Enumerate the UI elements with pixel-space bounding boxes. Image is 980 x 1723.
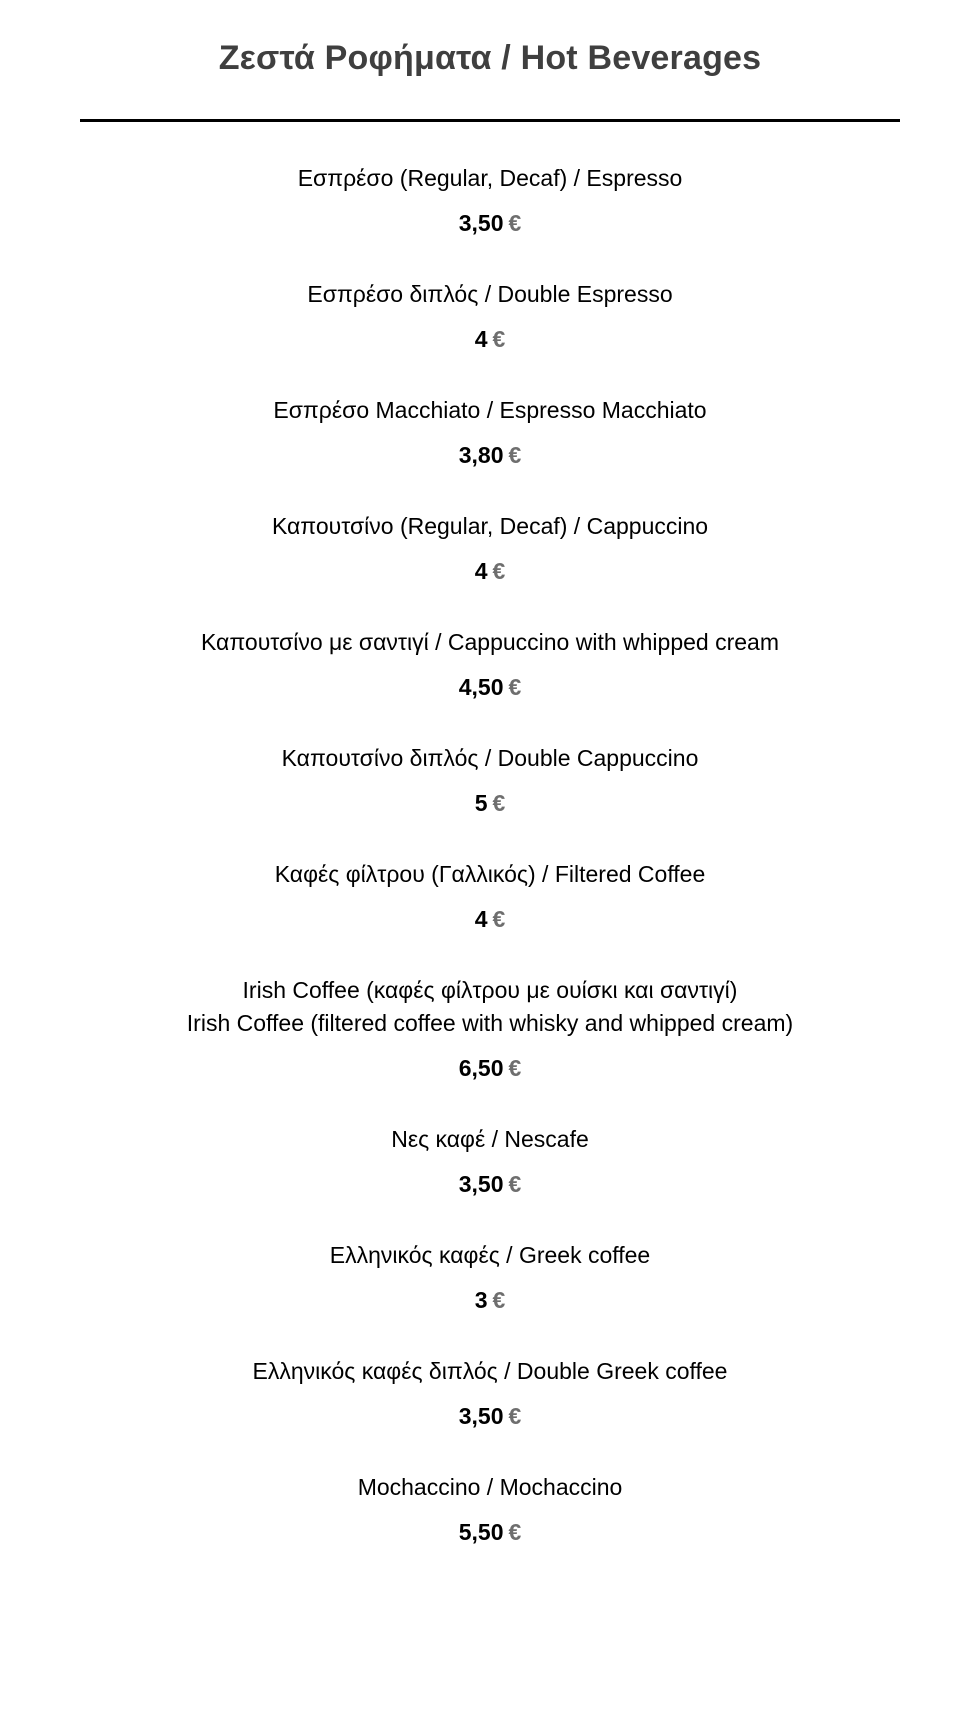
menu-item-double-espresso [0,278,980,356]
menu-item-double-greek-coffee [0,1355,980,1433]
menu-item-espresso-macchiato [0,394,980,472]
menu-item-price [0,1052,980,1085]
menu-item-cappuccino-whipped-cream [0,626,980,704]
price-value: 4,50 [458,673,504,700]
menu-item-name: Mochaccino / Mochaccino [357,1473,623,1500]
euro-symbol: € [492,1286,506,1313]
menu-item-name-greek: Irish Coffee (καφές φίλτρου με ουίσκι και σαντιγί) [242,976,738,1003]
euro-symbol: € [508,673,522,700]
menu-item-list [0,162,980,1549]
menu-item-name: Ελληνικός καφές / Greek coffee [329,1241,651,1268]
price-value: 3,50 [458,209,504,236]
menu-item-price [0,439,980,472]
menu-item-irish-coffee [0,974,980,1085]
menu-item-espresso [0,162,980,240]
price-value: 5 [474,789,488,816]
menu-item-cappuccino [0,510,980,588]
menu-item-name: Εσπρέσο Macchiato / Espresso Macchiato [273,396,707,423]
menu-item-filtered-coffee [0,858,980,936]
menu-item-price [0,1516,980,1549]
price-value: 4 [474,325,488,352]
menu-item-price [0,207,980,240]
euro-symbol: € [508,1518,522,1545]
menu-item-name: Εσπρέσο διπλός / Double Espresso [307,280,673,307]
menu-item-nescafe [0,1123,980,1201]
euro-symbol: € [508,441,522,468]
price-value: 4 [474,905,488,932]
menu-item-double-cappuccino [0,742,980,820]
menu-item-name: Καπουτσίνο με σαντιγί / Cappuccino with whipped cream [201,628,779,655]
euro-symbol: € [492,557,506,584]
euro-symbol: € [508,1402,522,1429]
euro-symbol: € [492,789,506,816]
menu-item-name: Καπουτσίνο (Regular, Decaf) / Cappuccino [271,512,709,539]
euro-symbol: € [492,905,506,932]
menu-page [0,23,980,1723]
menu-item-name: Νες καφέ / Nescafe [391,1125,589,1152]
menu-item-price [0,1400,980,1433]
menu-item-name: Καφές φίλτρου (Γαλλικός) / Filtered Coffee [274,860,706,887]
euro-symbol: € [508,1170,522,1197]
price-value: 3,80 [458,441,504,468]
menu-item-price [0,1284,980,1317]
menu-item-name-english: Irish Coffee (filtered coffee with whisky and whipped cream) [186,1009,794,1036]
menu-item-price [0,787,980,820]
menu-item-name: Καπουτσίνο διπλός / Double Cappuccino [281,744,699,771]
price-value: 3 [474,1286,488,1313]
price-value: 3,50 [458,1402,504,1429]
menu-item-mochaccino [0,1471,980,1549]
menu-item-price [0,555,980,588]
menu-item-price [0,903,980,936]
menu-item-price [0,671,980,704]
page-title: Ζεστά Ροφήματα / Hot Beverages [218,38,762,77]
euro-symbol: € [508,209,522,236]
menu-item-greek-coffee [0,1239,980,1317]
price-value: 4 [474,557,488,584]
header-divider [80,119,900,122]
euro-symbol: € [492,325,506,352]
menu-item-price [0,1168,980,1201]
menu-item-price [0,323,980,356]
price-value: 3,50 [458,1170,504,1197]
menu-item-name: Ελληνικός καφές διπλός / Double Greek coffee [252,1357,728,1384]
menu-item-name: Εσπρέσο (Regular, Decaf) / Espresso [297,164,683,191]
price-value: 5,50 [458,1518,504,1545]
price-value: 6,50 [458,1054,504,1081]
euro-symbol: € [508,1054,522,1081]
